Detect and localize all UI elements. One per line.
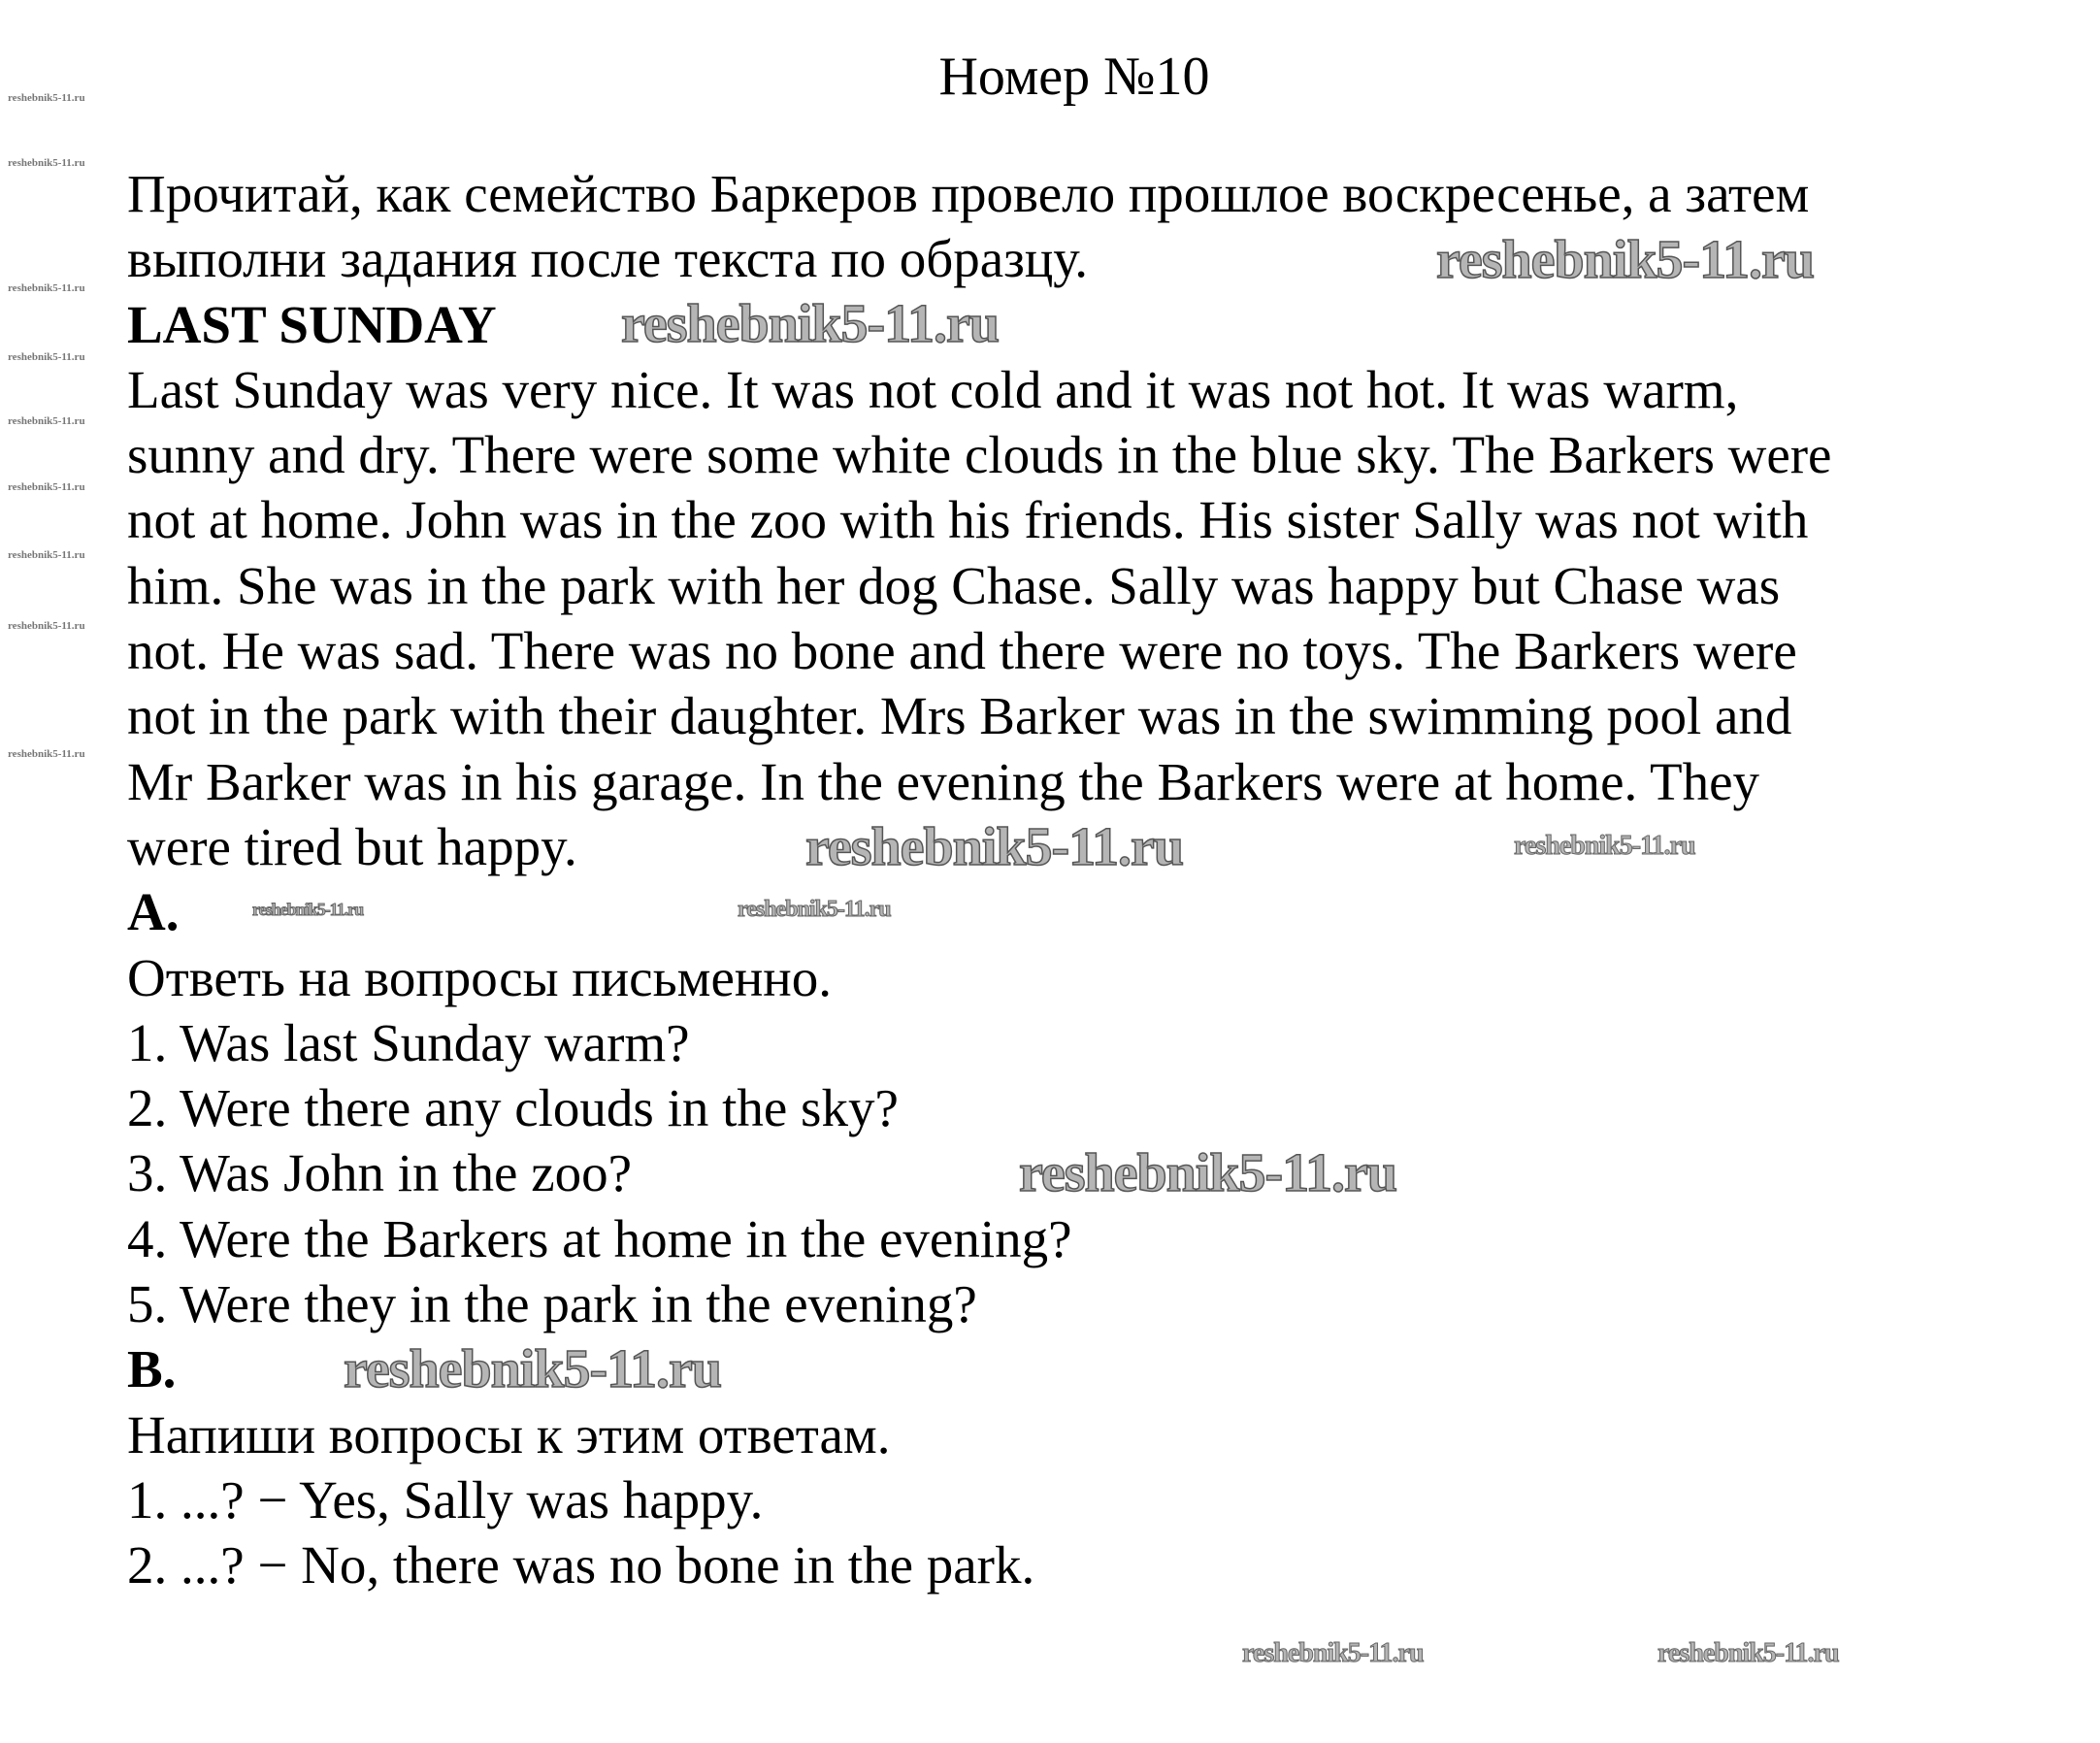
page-title: Номер №10 [938,47,1210,107]
story-line: sunny and dry. There were some white clouds in the blue sky. The Barkers were [127,425,1832,485]
section-a-label: A. [127,882,180,942]
section-b-instruction: Напиши вопросы к этим ответам. [127,1404,891,1464]
intro-line: выполни задания после текста по образцу. [127,229,1089,289]
question-item: 5. Were they in the park in the evening? [127,1274,977,1334]
answer-item: 2. ...? − No, there was no bone in the park. [127,1535,1035,1595]
story-line: him. She was in the park with her dog Chase. Sally was happy but Chase was [127,555,1781,615]
story-line: Mr Barker was in his garage. In the evening the Barkers were at home. They [127,751,1760,811]
question-item: 4. Were the Barkers at home in the evening? [127,1208,1072,1268]
watermark: reshebnik5-11.ru [8,748,85,760]
watermark: reshebnik5-11.ru [8,92,85,104]
story-line: Last Sunday was very nice. It was not cold and it was not hot. It was warm, [127,359,1739,419]
section-b-label: B. [127,1339,177,1399]
watermark: reshebnik5-11.ru [1657,1638,1839,1668]
watermark: reshebnik5-11.ru [344,1339,722,1399]
section-a-instruction: Ответь на вопросы письменно. [127,947,832,1007]
watermark: reshebnik5-11.ru [1019,1143,1397,1203]
story-line: were tired but happy. [127,816,577,876]
story-line: not. He was sad. There was no bone and there were no toys. The Barkers were [127,621,1797,681]
watermark: reshebnik5-11.ru [1514,831,1695,861]
watermark: reshebnik5-11.ru [8,351,85,363]
watermark: reshebnik5-11.ru [621,294,1000,354]
watermark: reshebnik5-11.ru [738,897,891,922]
question-item: 1. Was last Sunday warm? [127,1012,690,1072]
watermark: reshebnik5-11.ru [1242,1638,1424,1668]
story-title: LAST SUNDAY [127,294,497,354]
story-line: not in the park with their daughter. Mrs Barker was in the swimming pool and [127,686,1792,746]
watermark: reshebnik5-11.ru [8,282,85,294]
watermark: reshebnik5-11.ru [8,481,85,493]
question-item: 3. Was John in the zoo? [127,1143,633,1203]
watermark: reshebnik5-11.ru [8,620,85,632]
intro-line: Прочитай, как семейство Баркеров провело прошлое воскресенье, а затем [127,164,1810,223]
watermark: reshebnik5-11.ru [252,900,364,919]
watermark: reshebnik5-11.ru [8,157,85,169]
question-item: 2. Were there any clouds in the sky? [127,1078,899,1138]
story-line: not at home. John was in the zoo with his friends. His sister Sally was not with [127,490,1809,550]
watermark: reshebnik5-11.ru [1436,230,1815,290]
watermark: reshebnik5-11.ru [805,817,1184,877]
watermark: reshebnik5-11.ru [8,415,85,427]
watermark: reshebnik5-11.ru [8,549,85,561]
answer-item: 1. ...? − Yes, Sally was happy. [127,1469,764,1529]
